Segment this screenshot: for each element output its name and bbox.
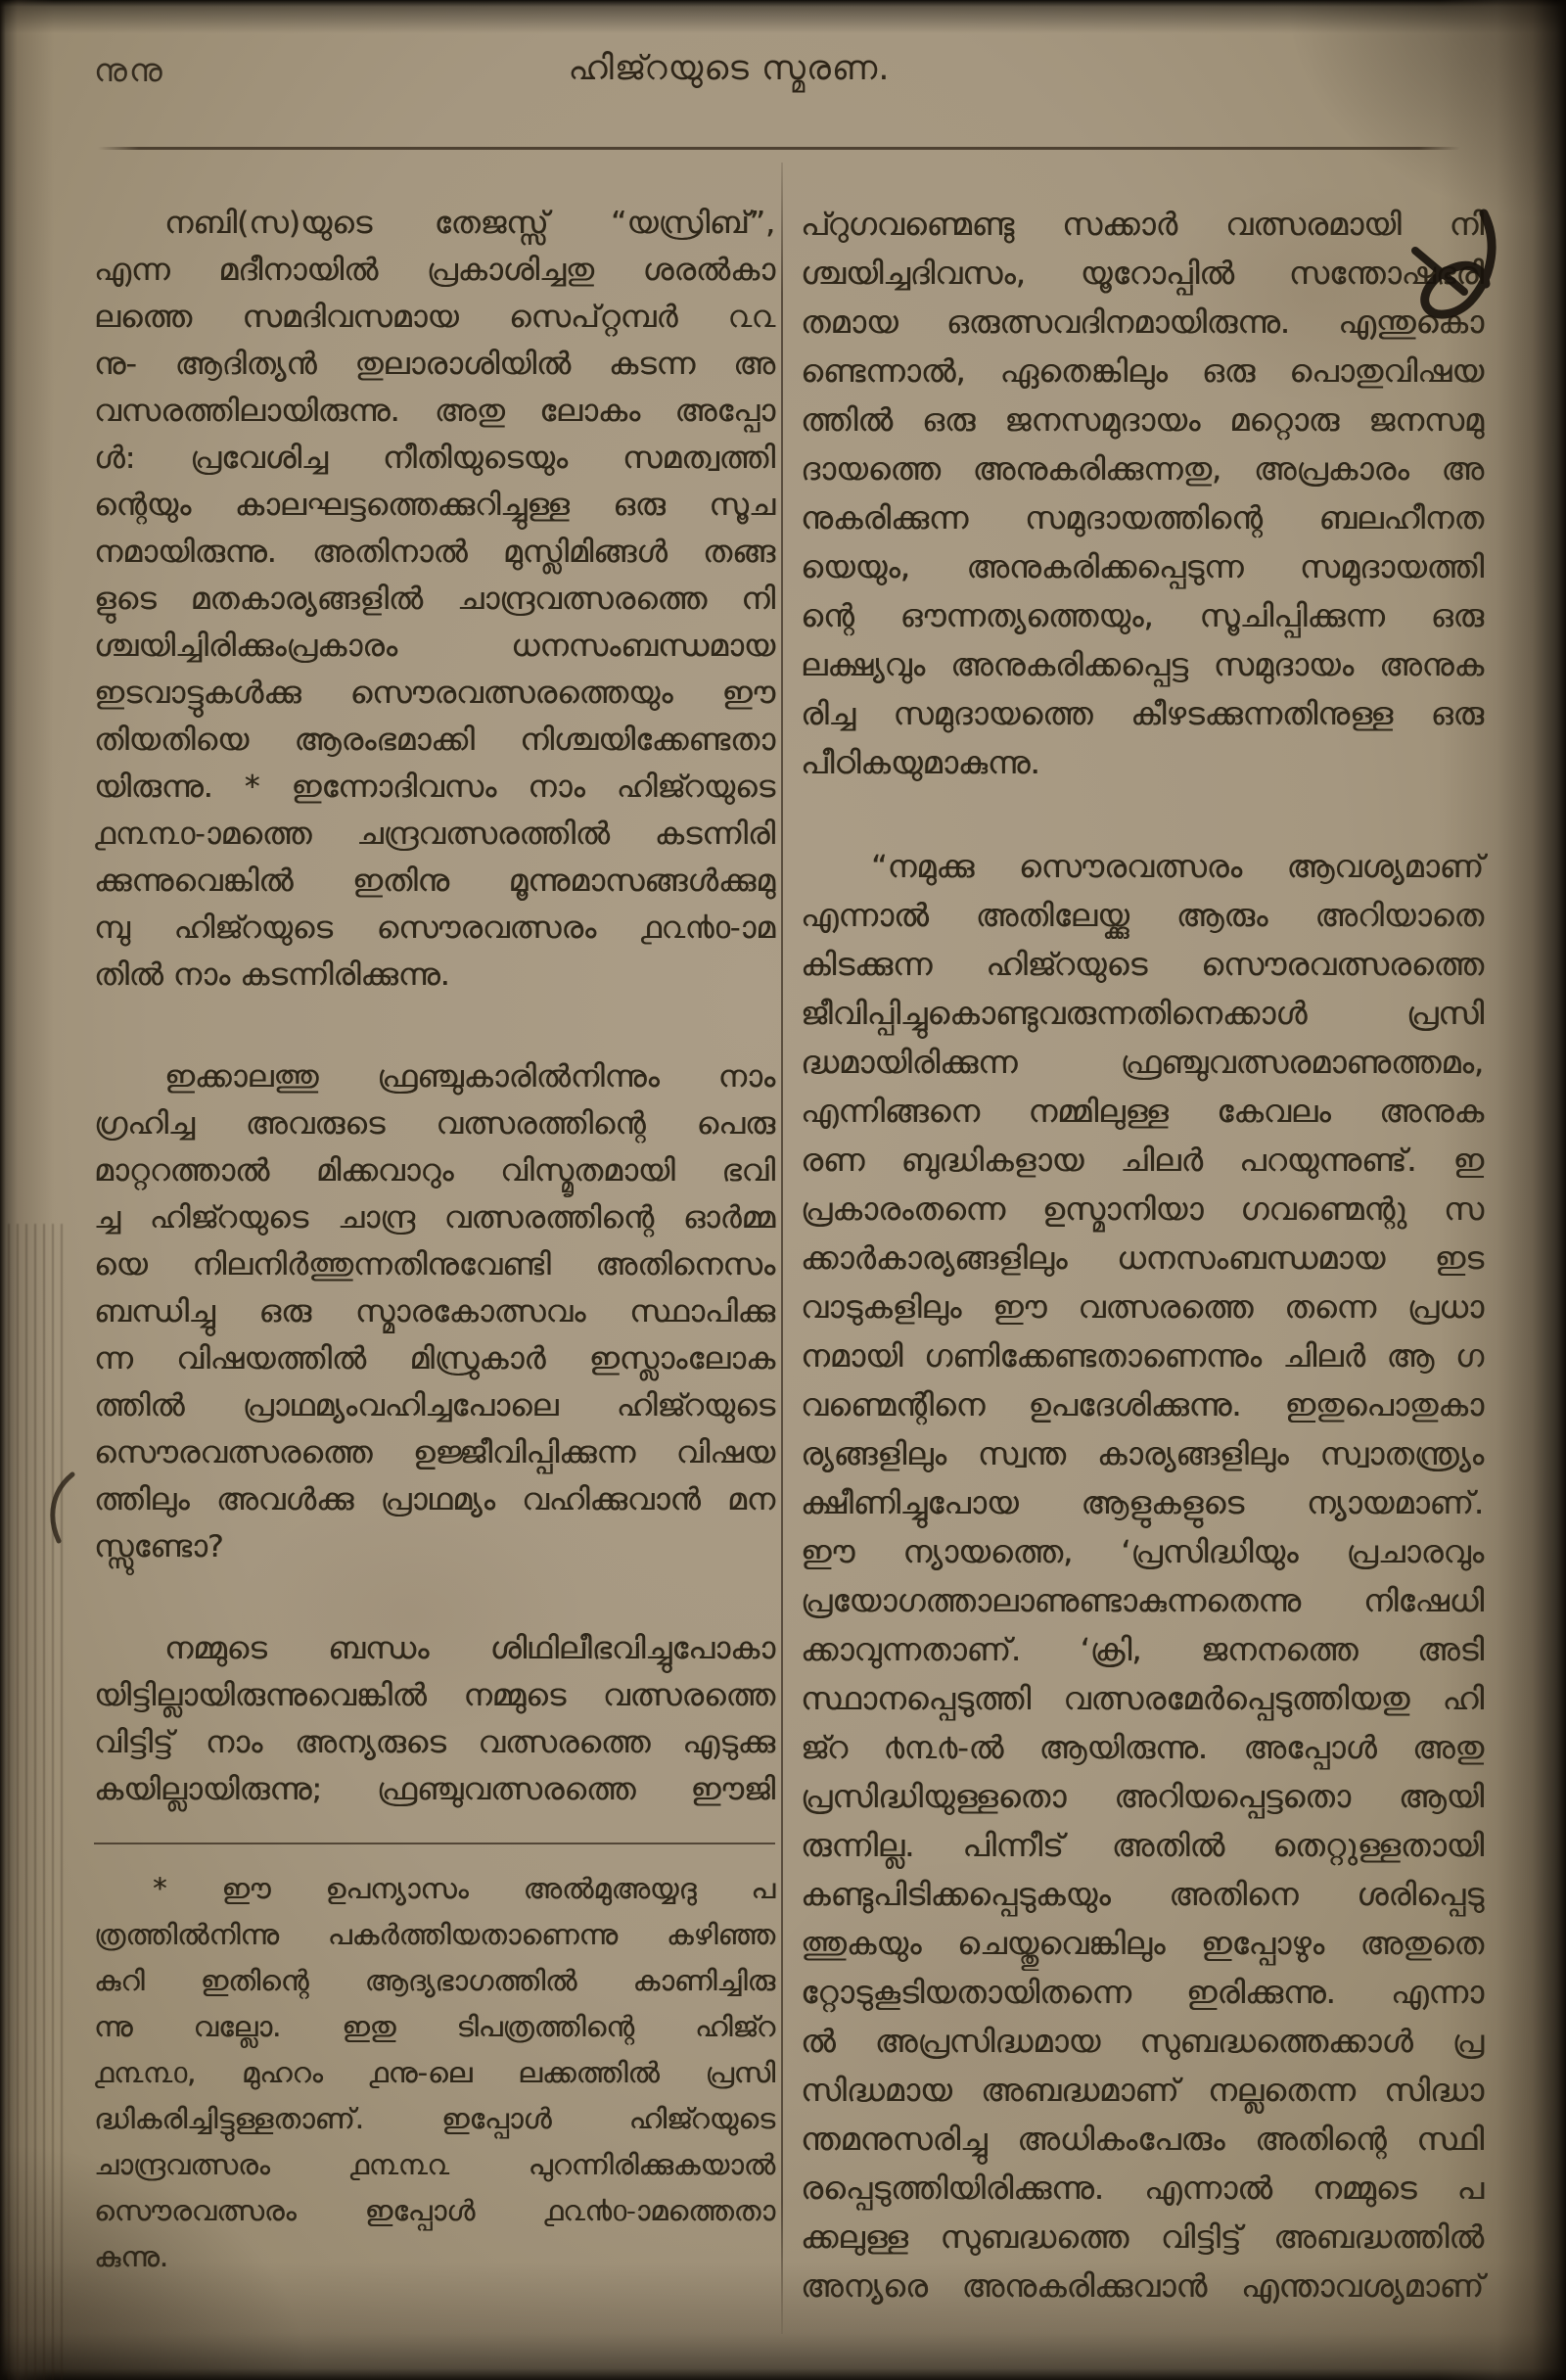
- header-rule: [98, 147, 1460, 150]
- text-line: വണ്മെന്റിനെ ഉപദേശിക്കുന്നു. ഇതുപൊതുകാ: [801, 1386, 1484, 1423]
- text-line: ലത്തെ സമദിവസമായ സെപ്റ്റമ്പർ ൨൨: [94, 300, 775, 335]
- text-line: തമായ ഒരുത്സവദിനമായിരുന്നു. എന്തുകൊ: [801, 303, 1484, 341]
- text-line: എന്നാൽ അതിലേയ്ക്കു ആരും അറിയാതെ: [801, 897, 1484, 934]
- text-line: വാടുകളിലും ഈ വത്സരത്തെ തന്നെ പ്രധാ: [801, 1288, 1484, 1326]
- text-line: ണ്ടെന്നാൽ, ഏതെങ്കിലും ഒരു പൊതുവിഷയ: [801, 352, 1484, 390]
- text-line: ൧൩൩൦-ാമത്തെ ചന്ദ്രവത്സരത്തിൽ കടന്നിരി: [94, 817, 775, 852]
- text-line: തിൽ നാം കടന്നിരിക്കുന്നു.: [94, 957, 450, 993]
- text-line: നമ്മുടെ ബന്ധം ശിഥിലീഭവിച്ചുപോകാ: [164, 1631, 775, 1666]
- text-line: ക്കാർകാര്യങ്ങളിലും ധനസംബന്ധമായ ഇട: [801, 1239, 1484, 1277]
- text-line: പ്റുഗവണ്മെണ്ടു സക്കാർ വത്സരമായി നി: [801, 206, 1484, 243]
- text-line: കണ്ടുപിടിക്കപ്പെടുകയും അതിനെ ശരിപ്പെടു: [801, 1876, 1484, 1913]
- text-line: സിദ്ധമായ അബദ്ധമാണ് നല്ലതെന്ന സിദ്ധാ: [801, 2072, 1484, 2109]
- text-line: എന്നിങ്ങനെ നമ്മിലുള്ള കേവലം അനുക: [801, 1093, 1484, 1130]
- footnote: [94, 1866, 775, 2280]
- text-line: കിടക്കുന്ന ഹിജ്റയുടെ സൌരവത്സരത്തെ: [801, 946, 1484, 983]
- text-line: ബന്ധിച്ചു ഒരു സ്മാരകോത്സവം സ്ഥാപിക്കു: [94, 1294, 775, 1330]
- text-line: ത്തിൽ ഒരു ജനസമുദായം മറ്റൊരു ജനസമു: [801, 401, 1484, 439]
- text-line: റ്റോടുകൂടിയതായിതന്നെ ഇരിക്കുന്നു. എന്നാ: [801, 1974, 1484, 2011]
- text-line: ജീവിപ്പിച്ചുകൊണ്ടുവരുന്നതിനെക്കാൾ പ്രസി: [801, 995, 1484, 1032]
- text-line: ന്റെ ഔന്നത്യത്തെയും, സൂചിപ്പിക്കുന്ന ഒരു: [801, 597, 1484, 634]
- text-line: സൌരവത്സരം ഇപ്പോൾ ൧൨൯൦-ാമത്തെതാ: [94, 2194, 775, 2227]
- text-line: ൾ: പ്രവേശിച്ച നീതിയുടെയും സമത്വത്തി: [94, 441, 775, 476]
- text-line: രിച്ച സമുദായത്തെ കീഴടക്കുന്നതിനുള്ള ഒരു: [801, 695, 1484, 732]
- text-line: അന്യരെ അനുകരിക്കുവാൻ എന്താവശ്യമാണ്: [801, 2267, 1484, 2305]
- left-column: [94, 200, 775, 2280]
- text-line: പീഠികയുമാകുന്നു.: [801, 744, 1040, 781]
- text-line: മ്പു ഹിജ്റയുടെ സൌരവത്സരം ൧൨൯൦-ാമ: [94, 910, 775, 946]
- text-line: ഇക്കാലത്തു ഫ്രഞ്ചുകാരിൽനിന്നും നാം: [164, 1059, 775, 1095]
- text-line: ൽ അപ്രസിദ്ധമായ സുബദ്ധത്തെക്കാൾ പ്ര: [801, 2023, 1484, 2060]
- text-line: * ഈ ഉപന്യാസം അൽമുഅയ്യദു പ: [153, 1872, 775, 1905]
- paragraph: [801, 200, 1484, 787]
- text-line: ലക്ഷ്യവും അനുകരിക്കപ്പെട്ട സമുദായം അനുക: [801, 646, 1484, 683]
- text-line: “നമുക്കു സൌരവത്സരം ആവശ്യമാണ്: [871, 848, 1484, 885]
- text-line: ക്കുന്നുവെങ്കിൽ ഇതിനു മൂന്നുമാസങ്ങൾക്കുമു: [94, 863, 775, 899]
- text-line: നമായി ഗണിക്കേണ്ടതാണെന്നും ചിലർ ആ ഗ: [801, 1337, 1484, 1375]
- text-line: ന്ന വിഷയത്തിൽ മിസ്രുകാർ ഇസ്ലാംലോക: [94, 1341, 775, 1377]
- text-line: ളുടെ മതകാര്യങ്ങളിൽ ചാന്ദ്രവത്സരത്തെ നി: [94, 582, 775, 617]
- text-line: ത്തിൽ പ്രാഥമ്യംവഹിച്ചപോലെ ഹിജ്റയുടെ: [94, 1388, 775, 1423]
- text-line: പ്രയോഗത്താലാണുണ്ടാകുന്നതെന്നു നിഷേധി: [801, 1582, 1484, 1619]
- page-number: നുനു: [94, 51, 164, 89]
- text-line: ത്തിലും അവൾക്കു പ്രാഥമ്യം വഹിക്കുവാൻ മന: [94, 1482, 775, 1517]
- page-title: ഹിജ്റയുടെ സ്മരണ.: [568, 49, 891, 88]
- paragraph: [801, 842, 1484, 2310]
- text-line: ക്കലുള്ള സുബദ്ധത്തെ വിട്ടിട്ട് അബദ്ധത്തിൽ: [801, 2218, 1484, 2256]
- text-line: സൌരവത്സരത്തെ ഉജ്ജീവിപ്പിക്കുന്ന വിഷയ: [94, 1435, 775, 1470]
- text-line: ഇടവാട്ടുകൾക്കു സൌരവത്സരത്തെയും ഈ: [94, 676, 775, 711]
- text-line: ച്ച ഹിജ്റയുടെ ചാന്ദ്ര വത്സരത്തിന്റെ ഓർമ്മ: [94, 1200, 775, 1236]
- footnote-rule: [94, 1843, 775, 1844]
- text-line: രണ ബുദ്ധികളായ ചിലർ പറയുന്നുണ്ട്. ഇ: [801, 1142, 1484, 1179]
- text-line: നു- ആദിത്യൻ തുലാരാശിയിൽ കടന്ന അ: [94, 347, 775, 382]
- text-line: ന്റെയും കാലഘട്ടത്തെക്കുറിച്ചുള്ള ഒരു സൂച: [94, 488, 775, 523]
- text-line: നബി(സ)യുടെ തേജസ്സ് “യസ്രിബ്”,: [164, 206, 775, 241]
- binding-texture: [8, 1224, 65, 2380]
- right-column: [801, 200, 1484, 2310]
- text-line: കുന്നു.: [94, 2240, 168, 2273]
- text-line: ത്രത്തിൽനിന്നു പകർത്തിയതാണെന്നു കഴിഞ്ഞ: [94, 1918, 775, 1951]
- text-line: ചാന്ദ്രവത്സരം ൧൩൩൨ പുറന്നിരിക്കുകയാൽ: [94, 2148, 775, 2181]
- text-line: രുന്നില്ല. പിന്നീട് അതിൽ തെറ്റുള്ളതായി: [801, 1827, 1484, 1864]
- text-line: യെ നിലനിർത്തുന്നതിനുവേണ്ടി അതിനെസം: [94, 1247, 775, 1283]
- text-line: ഈ ന്യായത്തെ, ‘പ്രസിദ്ധിയും പ്രചാരവും: [801, 1533, 1484, 1570]
- text-line: യിരുന്നു. * ഇന്നോദിവസം നാം ഹിജ്റയുടെ: [94, 770, 775, 805]
- text-line: ദ്ധമായിരിക്കുന്ന ഫ്രഞ്ചുവത്സരമാണുത്തമം,: [801, 1044, 1484, 1081]
- text-line: യെയും, അനുകരിക്കപ്പെടുന്ന സമുദായത്തി: [801, 548, 1484, 585]
- text-line: പ്രകാരംതന്നെ ഉസ്മാനിയാ ഗവണ്മെന്റു സ: [801, 1190, 1484, 1228]
- text-line: വിട്ടിട്ട് നാം അന്യരുടെ വത്സരത്തെ എടുക്കു: [94, 1725, 775, 1760]
- text-line: പ്രസിദ്ധിയുള്ളതൊ അറിയപ്പെട്ടതൊ ആയി: [801, 1778, 1484, 1815]
- text-line: എന്ന മദീനായിൽ പ്രകാശിച്ചതു ശരൽകാ: [94, 253, 775, 288]
- text-line: യിട്ടില്ലായിരുന്നുവെങ്കിൽ നമ്മുടെ വത്സരത്തെ: [94, 1678, 775, 1713]
- paragraph: [94, 1866, 775, 2280]
- paragraph: [94, 1053, 775, 1570]
- text-line: ക്ഷീണിച്ചുപോയ ആളുകളുടെ ന്യായമാണ്.: [801, 1484, 1484, 1521]
- text-line: വസരത്തിലായിരുന്നു. അതു ലോകം അപ്പോ: [94, 394, 775, 429]
- text-line: തിയതിയെ ആരംഭമാക്കി നിശ്ചയിക്കേണ്ടതാ: [94, 723, 775, 758]
- text-line: ത്തുകയും ചെയ്തുവെങ്കിലും ഇപ്പോഴും അതുതെ: [801, 1925, 1484, 1962]
- left-column-text: [94, 200, 775, 1813]
- text-line: ന്തമനുസരിച്ചു അധികംപേരും അതിന്റെ സ്ഥി: [801, 2121, 1484, 2158]
- text-line: ക്കാവുന്നതാണ്. ‘ക്രി, ജനനത്തെ അടി: [801, 1631, 1484, 1668]
- text-line: നുകരിക്കുന്ന സമുദായത്തിന്റെ ബലഹീനത: [801, 499, 1484, 537]
- text-line: ശ്ചയിച്ചിരിക്കുംപ്രകാരം ധനസംബന്ധമായ: [94, 629, 775, 664]
- text-line: സ്സുണ്ടോ?: [94, 1529, 224, 1564]
- text-line: ദ്ധികരിച്ചിട്ടുള്ളതാണ്. ഇപ്പോൾ ഹിജ്റയുടെ: [94, 2102, 775, 2135]
- text-line: രപ്പെടുത്തിയിരിക്കുന്നു. എന്നാൽ നമ്മുടെ പ: [801, 2170, 1484, 2207]
- right-column-text: [801, 200, 1484, 2310]
- text-line: ഗ്രഹിച്ച അവരുടെ വത്സരത്തിന്റെ പെരു: [94, 1106, 775, 1142]
- text-line: മാറ്ററത്താൽ മിക്കവാറും വിസ്മൃതമായി ഭവി: [94, 1153, 775, 1189]
- text-line: കുറി ഇതിന്റെ ആദ്യഭാഗത്തിൽ കാണിച്ചിരു: [94, 1964, 775, 1997]
- column-divider: [781, 163, 783, 2334]
- text-line: ജ്റ ൪൩൪-ൽ ആയിരുന്നു. അപ്പോൾ അതു: [801, 1729, 1484, 1766]
- text-line: ന്നു വല്ലോ. ഇതു ടിപത്രത്തിന്റെ ഹിജ്റ: [94, 2010, 775, 2043]
- text-line: കയില്ലായിരുന്നു; ഫ്രഞ്ചുവത്സരത്തെ ഈജി: [94, 1772, 775, 1807]
- text-line: ര്യങ്ങളിലും സ്വന്ത കാര്യങ്ങളിലും സ്വാതന്ത്ര്യം: [801, 1435, 1484, 1472]
- text-line: സ്ഥാനപ്പെടുത്തി വത്സരമേർപ്പെടുത്തിയതു ഹി: [801, 1680, 1484, 1717]
- text-line: ൧൩൩൦, മുഹറം ൧നു-ലെ ലക്കത്തിൽ പ്രസി: [94, 2056, 775, 2089]
- text-line: നമായിരുന്നു. അതിനാൽ മുസ്ലിമിങ്ങൾ തങ്ങ: [94, 535, 775, 570]
- paragraph: [94, 200, 775, 999]
- paragraph: [94, 1625, 775, 1813]
- text-line: ദായത്തെ അനുകരിക്കുന്നതു, അപ്രകാരം അ: [801, 450, 1484, 488]
- margin-mark-icon: [39, 1469, 84, 1547]
- text-line: ശ്ചയിച്ചദിവസം, യൂറോപ്പിൽ സന്തോഷഭരി: [801, 255, 1484, 292]
